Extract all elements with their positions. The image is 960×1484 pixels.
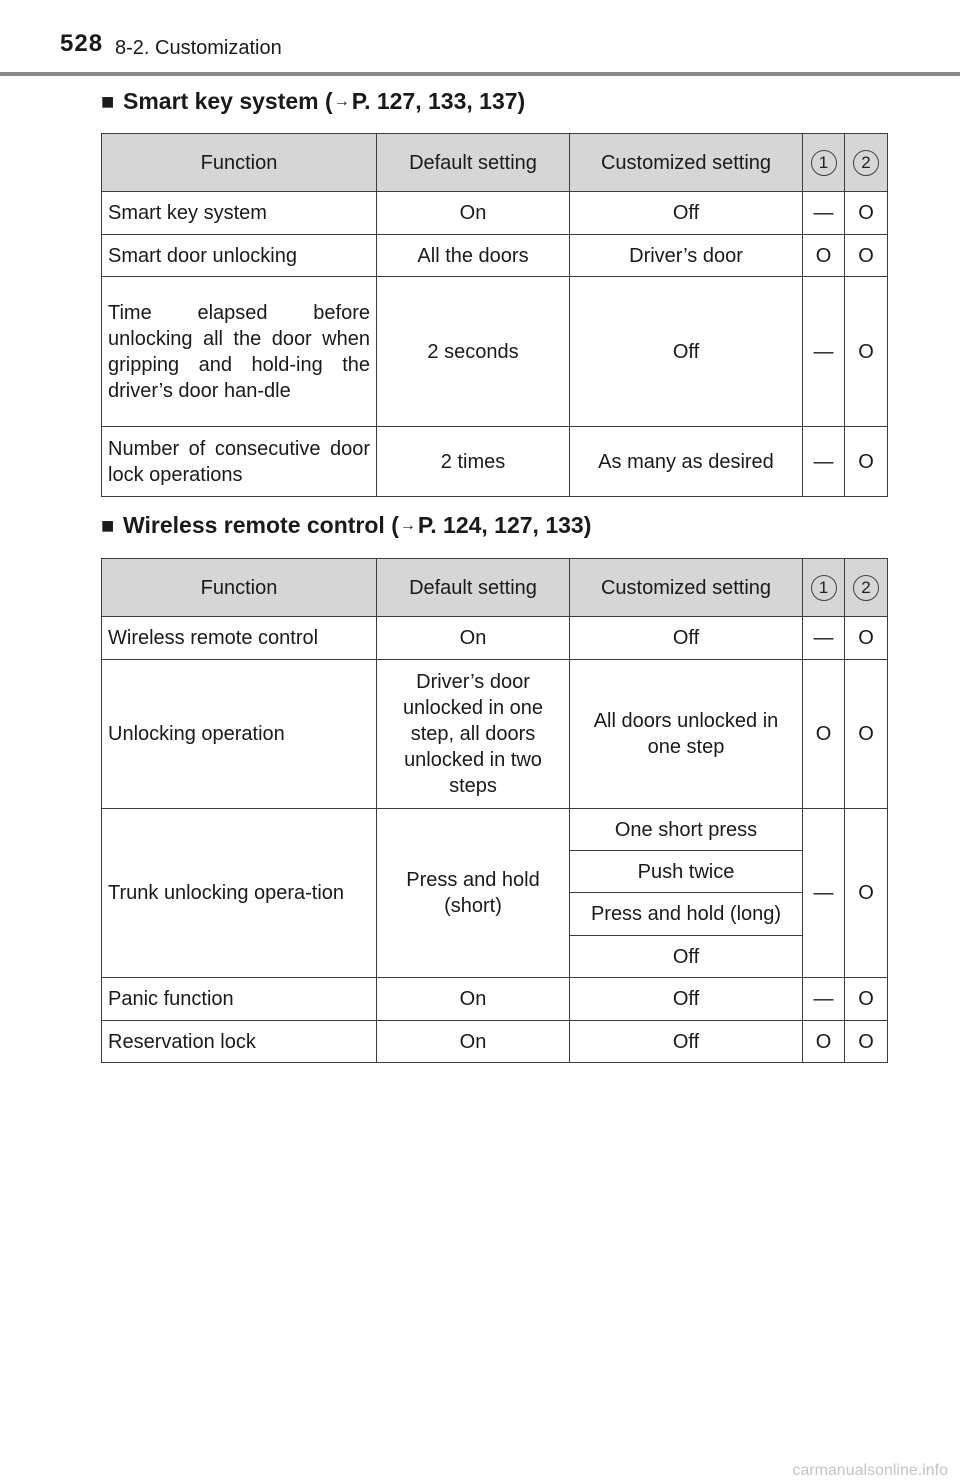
function-cell: Panic function [102, 978, 377, 1021]
default-cell: On [377, 192, 570, 235]
table-row [102, 1021, 888, 1063]
col2-cell: O [845, 660, 888, 809]
arrow-icon: → [333, 93, 350, 110]
default-cell: On [377, 978, 570, 1021]
table-header-row [102, 559, 888, 617]
customized-option-cell: Off [570, 936, 803, 978]
wireless-remote-settings-table [101, 558, 888, 1063]
section-title: Smart key system ( [123, 88, 333, 114]
circled-number-1-icon: 1 [811, 575, 837, 601]
function-cell: Unlocking operation [102, 660, 377, 809]
col1-cell: — [803, 192, 845, 235]
column-header-2 [845, 559, 888, 617]
col1-cell: O [803, 660, 845, 809]
col2-cell: O [845, 809, 888, 978]
column-header-customized: Customized setting [570, 134, 803, 192]
col2-cell: O [845, 978, 888, 1021]
col2-cell: O [845, 192, 888, 235]
column-header-default: Default setting [377, 559, 570, 617]
table-row [102, 660, 888, 809]
column-header-1 [803, 134, 845, 192]
table-row [102, 978, 888, 1021]
column-header-function: Function [102, 134, 377, 192]
default-cell: All the doors [377, 235, 570, 277]
col1-cell: O [803, 1021, 845, 1063]
circled-number-1-icon: 1 [811, 150, 837, 176]
chapter-title: 8-2. Customization [115, 37, 282, 59]
default-cell: 2 seconds [377, 277, 570, 427]
col2-cell: O [845, 617, 888, 660]
table-row [102, 427, 888, 497]
arrow-icon: → [399, 517, 416, 534]
column-header-2 [845, 134, 888, 192]
table-row [102, 192, 888, 235]
function-cell: Smart key system [102, 192, 377, 235]
default-cell: Press and hold (short) [377, 809, 570, 978]
function-cell: Reservation lock [102, 1021, 377, 1063]
customized-cell: Off [570, 1021, 803, 1063]
table-row [102, 809, 888, 851]
section-heading-smart-key [101, 88, 525, 115]
circled-number-2-icon: 2 [853, 575, 879, 601]
customized-option-cell: Press and hold (long) [570, 893, 803, 936]
function-cell: Time elapsed before unlocking all the door when gripping and hold-ing the driver’s door han-dle [102, 277, 377, 427]
col2-cell: O [845, 427, 888, 497]
function-cell: Smart door unlocking [102, 235, 377, 277]
square-bullet-icon: ■ [101, 89, 115, 114]
col1-cell: — [803, 978, 845, 1021]
col1-cell: — [803, 277, 845, 427]
table-row [102, 235, 888, 277]
function-cell: Trunk unlocking opera-tion [102, 809, 377, 978]
column-header-function: Function [102, 559, 377, 617]
customized-option-cell: One short press [570, 809, 803, 851]
page-number: 528 [60, 30, 104, 57]
customized-cell: Off [570, 192, 803, 235]
default-cell: Driver’s door unlocked in one step, all doors unlocked in two steps [377, 660, 570, 809]
column-header-default: Default setting [377, 134, 570, 192]
customized-option-cell: Push twice [570, 851, 803, 893]
section-title: Wireless remote control ( [123, 512, 399, 538]
square-bullet-icon: ■ [101, 513, 115, 538]
column-header-1 [803, 559, 845, 617]
smart-key-settings-table [101, 133, 888, 497]
section-heading-wireless-remote [101, 512, 591, 539]
default-cell: 2 times [377, 427, 570, 497]
default-cell: On [377, 617, 570, 660]
col2-cell: O [845, 277, 888, 427]
function-cell: Number of consecutive door lock operations [102, 427, 377, 497]
table-row [102, 617, 888, 660]
customized-cell: Off [570, 277, 803, 427]
col1-cell: — [803, 427, 845, 497]
col2-cell: O [845, 235, 888, 277]
customized-cell: Off [570, 978, 803, 1021]
header-divider [0, 72, 960, 76]
circled-number-2-icon: 2 [853, 150, 879, 176]
customized-cell: Off [570, 617, 803, 660]
page-references: P. 124, 127, 133) [417, 512, 592, 538]
col2-cell: O [845, 1021, 888, 1063]
default-cell: On [377, 1021, 570, 1063]
table-row [102, 277, 888, 427]
col1-cell: O [803, 235, 845, 277]
customized-cell: Driver’s door [570, 235, 803, 277]
watermark: carmanualsonline.info [792, 1462, 948, 1479]
col1-cell: — [803, 809, 845, 978]
col1-cell: — [803, 617, 845, 660]
customized-cell: As many as desired [570, 427, 803, 497]
page-references: P. 127, 133, 137) [351, 88, 526, 114]
customized-cell: All doors unlocked in one step [570, 660, 803, 809]
table-header-row [102, 134, 888, 192]
function-cell: Wireless remote control [102, 617, 377, 660]
column-header-customized: Customized setting [570, 559, 803, 617]
